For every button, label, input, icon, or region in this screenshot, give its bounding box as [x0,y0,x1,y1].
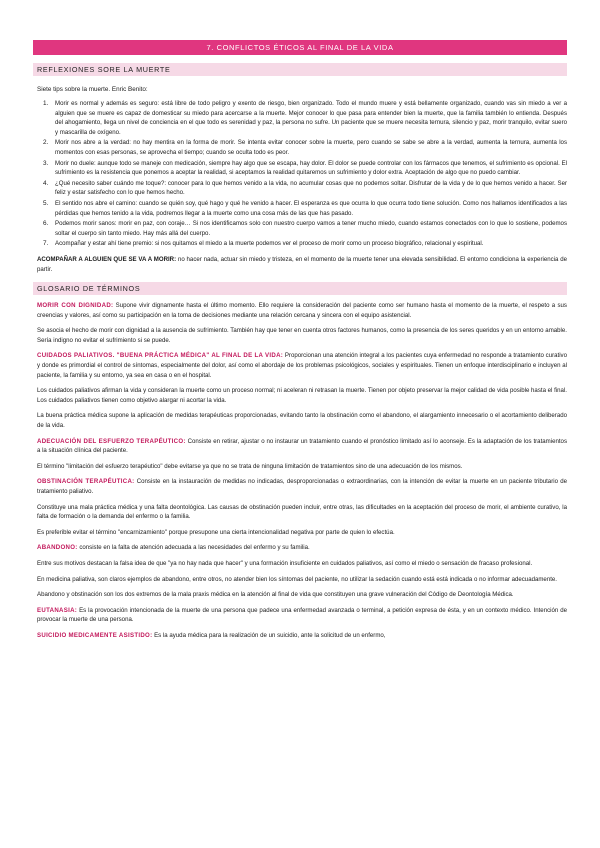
glossary-paragraph [33,477,567,496]
tip-item [43,138,567,157]
glossary-paragraph [33,631,567,641]
tip-number: 1. [43,100,49,107]
tip-number: 6. [43,220,49,228]
glossary-term: SUICIDIO MEDICAMENTE ASISTIDO: [37,631,153,639]
glossary-term: MORIR CON DIGNIDAD: [37,302,114,310]
accompany-text: no hacer nada, actuar sin miedo y tristeza, en el momento de la muerte tener una elevada sensibilidad. El entorno condiciona la experiencia de partir. [37,255,567,273]
glossary-text: Entre sus motivos destacan la falsa idea de que "ya no hay nada que hacer" y una formación insuficiente en cuidados paliativos, así como el miedo o sensación de fracaso profesional. [37,559,533,567]
glossary-term: EUTANASIA: [37,606,78,614]
tip-number: 2. [43,139,49,147]
glossary [33,301,567,640]
glossary-paragraph [33,606,567,625]
glossary-text: Es preferible evitar el término "encarnizamiento" porque presupone una cierta intencionalidad negativa por parte de quien lo efectúa. [37,528,395,536]
glossary-paragraph [33,575,567,585]
document-page [33,40,567,641]
tips-intro: Siete tips sobre la muerte. Enric Benito: [37,86,148,93]
tip-text: ¿Qué necesito saber cuándo me toque?: conocer para lo que hemos venido a la vida, no acumular cosas que no podemos soltar. Disfrutar de la vida y de lo que hemos venido a hacer. Ser feliz y estar satisfecho con lo que hemos hecho. [55,179,567,197]
glossary-text: Los cuidados paliativos afirman la vida y consideran la muerte como un proceso normal; ni aceleran ni retrasan la muerte. Tienen por objeto preservar la mejor calidad de vida posible hasta el final. Los cuidados paliativos tienen como objetivo alargar ni acortar la vida. [37,387,567,404]
glossary-text: Consiste en la instauración de medidas no indicadas, desproporcionadas o extraordinarias, con la intención de evitar la muerte en un paciente tributario de tratamiento paliativo. [37,478,567,495]
glossary-text: En medicina paliativa, son claros ejemplos de abandono, entre otros, no atender bien los síntomas del paciente, no utilizar la sedación cuando está está indicada o no informar adecuadamente. [37,575,557,583]
tip-item [43,239,567,249]
glossary-text: Proporcionan una atención integral a los pacientes cuya enfermedad no responde a tratamiento curativo y donde es primordial el control de síntomas, especialmente del dolor, así como el abordaje de los problemas psicológicos, sociales y espirituales. Tienen un enfoque interdisciplinario e incluyen al paciente, la familia y su entorno, ya sea en casa o en el hospital. [37,352,567,379]
tip-text: Podemos morir sanos: morir en paz, con coraje… Si nos identificamos solo con nuestro cuerpo vamos a tener mucho miedo, cuando estamos conectados con lo que lo sostiene, podemos soltar el cuerpo sin tanto miedo. Hay más allá del cuerpo. [55,220,567,237]
tip-number: 3. [43,159,49,167]
glossary-text: Abandono y obstinación son los dos extremos de la mala praxis médica en la atención al final de vida que constituyen una grave vulneración del Código de Deontología Médica. [37,591,514,599]
section-heading-reflexiones: REFLEXIONES SORE LA MUERTE [33,63,567,76]
glossary-paragraph [33,559,567,569]
tip-item [43,179,567,198]
tip-item [43,99,567,137]
tip-text: El sentido nos abre el camino: cuando se quién soy, qué hago y qué he venido a hacer. El esperanza es que ocurra lo que ocurra todo tiene solución. Como nos hallamos identificados a las pérdidas que hemos tenido a la vida, podremos llegar a la muerte como una cosa más de las que has pasado. [55,199,567,217]
tip-text: Acompañar y estar ahí tiene premio: si nos quitamos el miedo a la muerte podemos ver el proceso de morir como un proceso biográfico, relacional y espiritual. [55,240,484,248]
glossary-paragraph [33,326,567,345]
glossary-term: OBSTINACIÓN TERAPÉUTICA: [37,478,135,486]
tip-text: Morir nos abre a la verdad: no hay mentira en la forma de morir. Se intenta evitar conocer sobre la muerte, pero cuando se sabe se abre a la verdad, aumenta la ternura, aumenta los momentos con esas personas, se aprovecha el tiempo; cuando se oculta todo es peor. [55,139,567,156]
glossary-paragraph [33,411,567,430]
chapter-title: 7. CONFLICTOS ÉTICOS AL FINAL DE LA VIDA [33,40,567,55]
tip-number: 7. [43,240,49,248]
glossary-paragraph [33,543,567,553]
tip-text: Morir es normal y además es seguro: está libre de todo peligro y exento de riesgo, bien organizado. Todo el mundo muere y está bellamente organizado, cuando vas sin miedo a ver a alguien que se muere es capaz de domesticar su miedo para acercarse a la muerte. Mejor conocer lo que pasa para entender bien la muerte, que la familia también lo entienda. Después del ahogamiento, llega un nivel de conciencia en el que todo es serenidad y paz, la persona no sufre. Un paciente que se muere necesita ternura, silencio y paz, morir tranquilo, evitar suero y mascarilla de oxígeno. [55,100,567,136]
glossary-term: ADECUACIÓN DEL ESFUERZO TERAPÉUTICO: [37,437,186,445]
glossary-text: El término "limitación del esfuerzo terapéutico" debe evitarse ya que no se trata de ninguna limitación de tratamientos sino de una adecuación de los mismos. [37,462,463,470]
glossary-paragraph [33,386,567,405]
section-heading-glosario: GLOSARIO DE TÉRMINOS [33,282,567,295]
glossary-paragraph [33,590,567,600]
glossary-text: Es la provocación intencionada de la muerte de una persona que padece una enfermedad avanzada o terminal, a petición expresa de ésta, y en un contexto médico. Intención de provocar la muerte de una persona. [37,606,567,624]
tip-item [43,159,567,178]
tip-item [43,199,567,218]
tip-text: Morir no duele: aunque todo se maneje con medicación, siempre hay algo que se escapa, hay dolor. El dolor se puede controlar con los fármacos que tenemos, el sufrimiento es opcional. El sufrimiento es la resistencia que ponemos a aceptar la realidad, si aceptamos la realidad quitaremos un sufrimiento y dolor extra. Aceptación de algo que no puedo cambiar. [55,159,567,177]
glossary-text: La buena práctica médica supone la aplicación de medidas terapéuticas proporcionadas, evitando tanto la obstinación como el abandono, el alargamiento innecesario o el acortamiento deliberado de la vida. [37,412,567,430]
glossary-paragraph [33,528,567,538]
accompany-lead: ACOMPAÑAR A ALGUIEN QUE SE VA A MORIR: [37,255,177,263]
glossary-text: Es la ayuda médica para la realización de un suicidio, ante la solicitud de un enfermo, [152,631,386,639]
glossary-text: Supone vivir dignamente hasta el último momento. Ello requiere la consideración del paciente como ser humano hasta el momento de la muerte, el respeto a sus creencias y valores, así como su participación en la toma de decisiones mediante una relación cercana y sincera con el equipo asistencial. [37,302,567,319]
tip-number: 4. [43,179,49,187]
glossary-term: ABANDONO: [37,544,78,552]
tip-number: 5. [43,199,49,207]
glossary-paragraph [33,351,567,380]
glossary-paragraph [33,437,567,456]
glossary-paragraph [33,503,567,522]
glossary-text: Constituye una mala práctica médica y una falta deontológica. Las causas de obstinación pueden incluir, entre otras, las dificultades en la aceptación del proceso de morir, el ambiente curativo, la falta de formación o la demanda del enfermo o la familia. [37,503,567,521]
glossary-text: consiste en la falta de atención adecuada a las necesidades del enfermo y su familia. [77,544,310,552]
glossary-term: CUIDADOS PALIATIVOS. "BUENA PRÁCTICA MÉDICA" AL FINAL DE LA VIDA: [37,352,284,360]
glossary-text: Consiste en retirar, ajustar o no instaurar un tratamiento cuando el pronóstico limitado así lo aconseje. Es la adaptación de los tratamientos a la situación clínica del paciente. [37,437,567,455]
glossary-text: Se asocia el hecho de morir con dignidad a la ausencia de sufrimiento. También hay que tener en cuenta otros factores humanos, como la presencia de los seres queridos y en un entorno amable. Sería indigno no evitar el sufrimiento si se puede. [37,327,567,344]
glossary-paragraph [33,301,567,320]
tip-item [43,219,567,238]
accompany-paragraph [33,255,567,274]
tips-list [33,99,567,249]
glossary-paragraph [33,462,567,472]
